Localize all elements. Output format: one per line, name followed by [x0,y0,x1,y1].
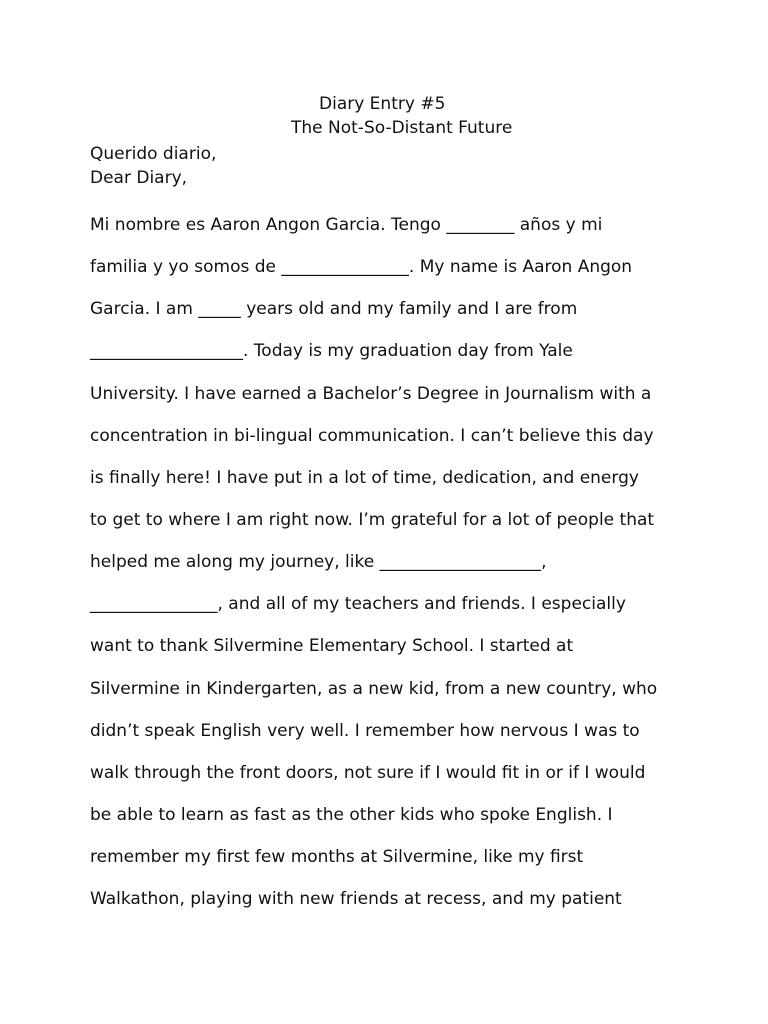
greeting-spanish: Querido diario, [90,144,217,164]
entry-title: Diary Entry #5 [319,94,446,114]
diary-body [90,211,690,927]
body-line: Mi nombre es Aaron Angon Garcia. Tengo ________ años y mi [90,215,603,235]
body-line: to get to where I am right now. I’m grateful for a lot of people that [90,509,655,530]
body-line: want to thank Silvermine Elementary School. I started at [90,636,574,657]
body-line: _______________, and all of my teachers and friends. I especially [90,594,626,615]
greeting-english: Dear Diary, [90,168,188,188]
body-line: walk through the front doors, not sure if I would fit in or if I would [90,762,646,783]
body-line: University. I have earned a Bachelor’s Degree in Journalism with a [90,383,652,404]
body-line: concentration in bi-lingual communication. I can’t believe this day [90,425,654,446]
body-line: Walkathon, playing with new friends at recess, and my patient [90,889,622,910]
body-line: __________________. Today is my graduation day from Yale [90,341,573,362]
body-line: Garcia. I am _____ years old and my family and I are from [90,299,578,320]
body-line: familia y yo somos de _______________. My name is Aaron Angon [90,257,633,278]
body-line: Silvermine in Kindergarten, as a new kid, from a new country, who [90,678,658,699]
body-line: remember my first few months at Silvermine, like my first [90,847,584,868]
body-line: is finally here! I have put in a lot of time, dedication, and energy [90,467,639,488]
body-line: helped me along my journey, like ___________________, [90,552,547,573]
entry-subtitle: The Not-So-Distant Future [291,118,513,138]
body-line: didn’t speak English very well. I remember how nervous I was to [90,720,640,741]
greeting [90,142,216,190]
body-line: be able to learn as fast as the other kids who spoke English. I [90,804,613,825]
